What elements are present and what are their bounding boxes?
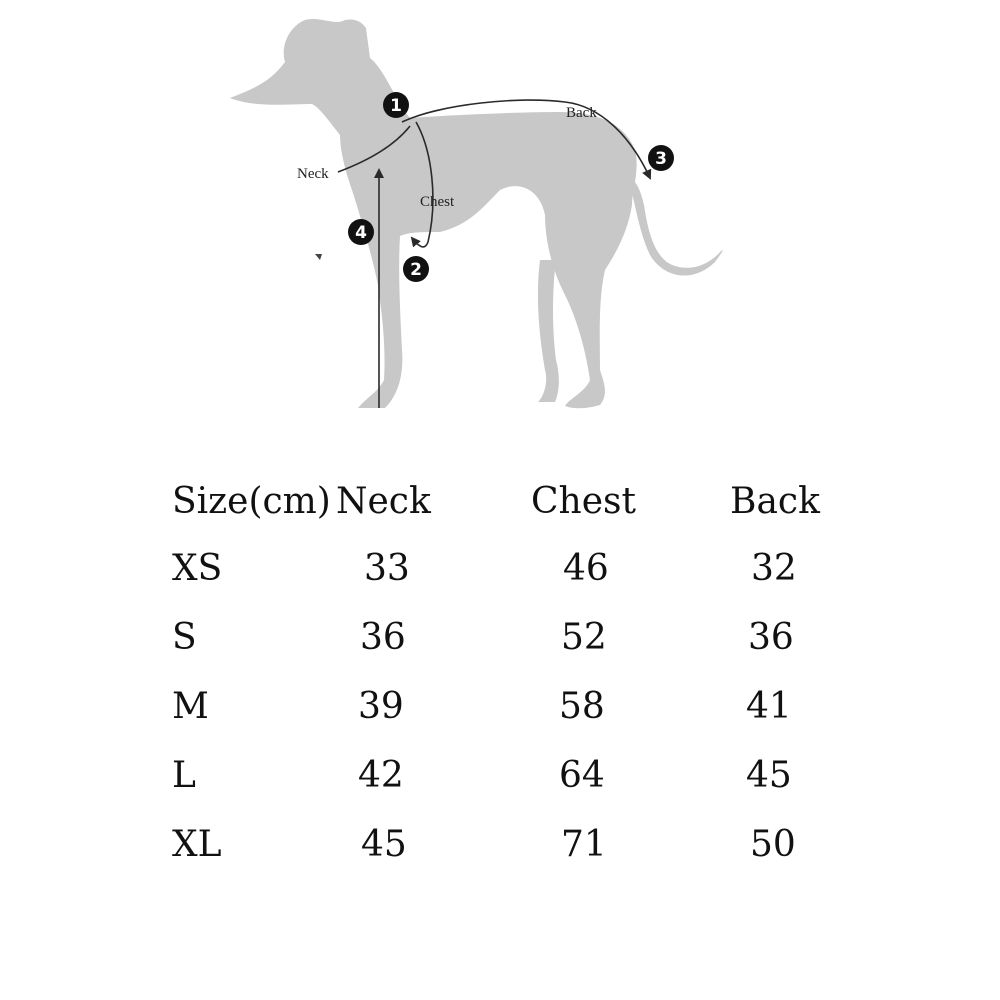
- header-back: Back: [730, 481, 820, 522]
- row-back: 36: [748, 617, 794, 658]
- row-size: S: [172, 617, 197, 658]
- row-size: XL: [172, 824, 222, 865]
- row-neck: 42: [358, 755, 404, 796]
- row-back: 41: [746, 686, 792, 727]
- header-neck: Neck: [336, 481, 431, 522]
- row-chest: 46: [563, 548, 609, 589]
- row-size: L: [172, 755, 196, 796]
- dog-silhouette: [230, 19, 723, 408]
- row-neck: 36: [360, 617, 406, 658]
- row-chest: 58: [559, 686, 605, 727]
- svg-text:4: 4: [355, 223, 367, 243]
- svg-text:3: 3: [655, 149, 667, 169]
- row-chest: 52: [561, 617, 607, 658]
- row-chest: 64: [559, 755, 605, 796]
- row-back: 50: [750, 824, 796, 865]
- row-size: XS: [172, 548, 223, 589]
- row-back: 32: [751, 548, 797, 589]
- dog-measurement-diagram: [0, 0, 1000, 430]
- svg-text:1: 1: [390, 96, 402, 116]
- row-size: M: [172, 686, 209, 727]
- row-back: 45: [746, 755, 792, 796]
- chest-label: Chest: [420, 194, 455, 210]
- header-chest: Chest: [531, 481, 636, 522]
- size-table: [0, 470, 1000, 890]
- row-neck: 33: [364, 548, 410, 589]
- neck-label: Neck: [297, 166, 329, 182]
- back-label: Back: [566, 105, 597, 121]
- marker-1: [383, 92, 409, 118]
- marker-3: [648, 145, 674, 171]
- stray-mark: [315, 254, 322, 260]
- row-neck: 39: [358, 686, 404, 727]
- header-size: Size(cm): [172, 481, 331, 522]
- svg-text:2: 2: [410, 260, 422, 280]
- row-chest: 71: [561, 824, 607, 865]
- row-neck: 45: [361, 824, 407, 865]
- marker-4: [348, 219, 374, 245]
- marker-2: [403, 256, 429, 282]
